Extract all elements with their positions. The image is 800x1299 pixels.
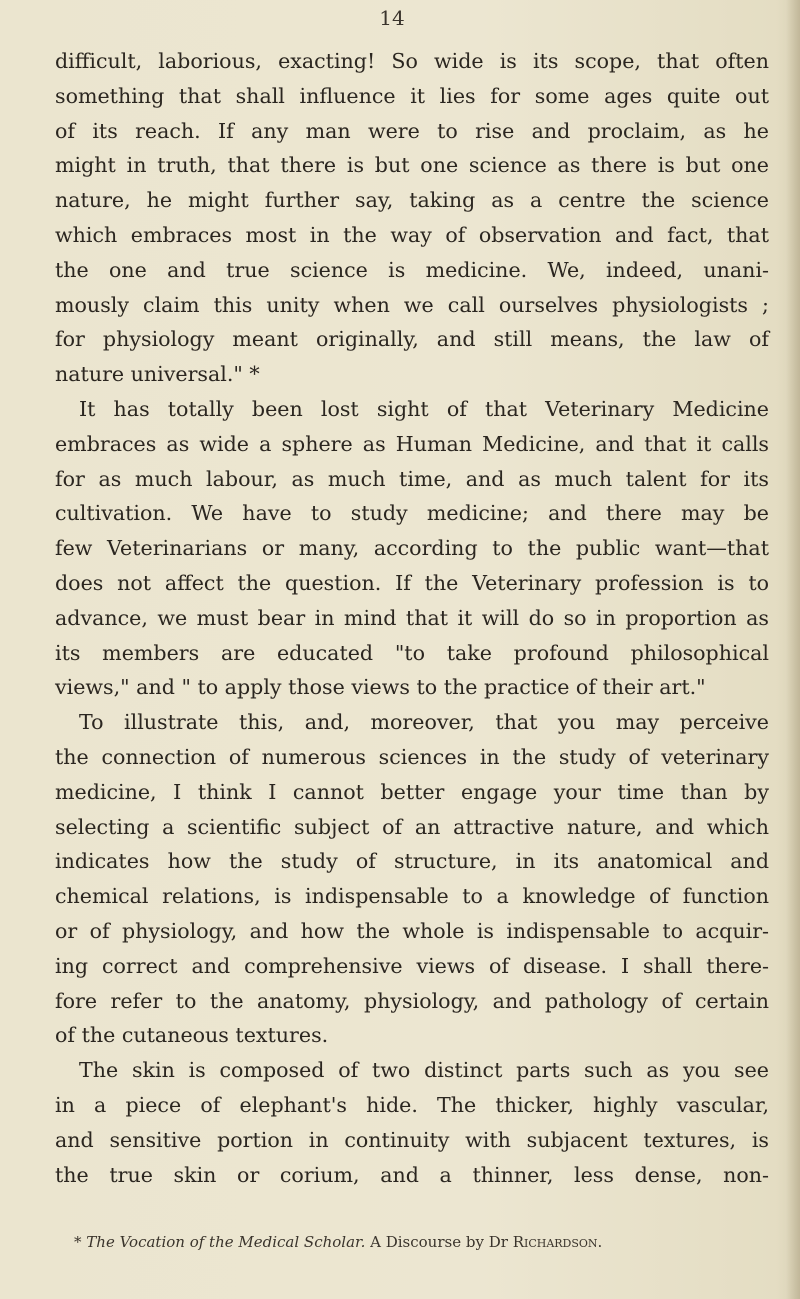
text-line: of the cutaneous textures. <box>55 1023 329 1048</box>
text-line: chemical relations, is indispensable to a knowledge of function <box>55 884 769 909</box>
text-line: the connection of numerous sciences in the study of veterinary <box>55 744 769 769</box>
text-line: medicine, I think I cannot better engage your time than by <box>55 779 769 804</box>
body-text <box>55 44 769 1192</box>
text-line: fore refer to the anatomy, physiology, and pathology of certain <box>55 988 769 1013</box>
text-line: mously claim this unity when we call ourselves physiologists ; <box>55 292 769 317</box>
page-number: 14 <box>379 6 405 30</box>
text-line: in a piece of elephant's hide. The thicker, highly vascular, <box>55 1092 769 1117</box>
text-line: does not affect the question. If the Veterinary profession is to <box>55 570 769 595</box>
text-line: ing correct and comprehensive views of disease. I shall there- <box>55 953 769 978</box>
text-line: something that shall influence it lies for some ages quite out <box>55 83 769 108</box>
text-line: and sensitive portion in continuity with subjacent textures, is <box>55 1127 769 1152</box>
footnote-text: A Discourse by Dr <box>370 1233 508 1251</box>
footnote-author: Richardson. <box>512 1233 603 1251</box>
text-line: views," and " to apply those views to the practice of their art." <box>55 675 706 700</box>
footnote-title: The Vocation of the Medical Scholar. <box>86 1233 366 1251</box>
text-line: few Veterinarians or many, according to the public want—that <box>55 536 769 561</box>
text-line: selecting a scientific subject of an attractive nature, and which <box>55 814 769 839</box>
text-line: might in truth, that there is but one science as there is but one <box>55 153 769 178</box>
text-line: advance, we must bear in mind that it will do so in proportion as <box>55 605 769 630</box>
text-line: embraces as wide a sphere as Human Medicine, and that it calls <box>55 431 769 456</box>
text-line: the true skin or corium, and a thinner, less dense, non- <box>55 1162 769 1187</box>
text-line: the one and true science is medicine. We, indeed, unani- <box>55 257 769 282</box>
page-edge-shadow <box>786 0 800 1299</box>
text-line: nature, he might further say, taking as a centre the science <box>55 188 769 213</box>
text-line: its members are educated "to take profound philosophical <box>55 640 769 665</box>
text-line: cultivation. We have to study medicine; and there may be <box>55 501 769 526</box>
text-line: nature universal." * <box>55 362 260 387</box>
paragraph-start-line: The skin is composed of two distinct parts such as you see <box>79 1058 769 1083</box>
text-line: which embraces most in the way of observation and fact, that <box>55 222 769 247</box>
text-line: for physiology meant originally, and still means, the law of <box>55 327 769 352</box>
paragraph-start-line: To illustrate this, and, moreover, that you may perceive <box>79 710 769 735</box>
text-line: or of physiology, and how the whole is indispensable to acquir- <box>55 918 769 943</box>
text-line: indicates how the study of structure, in its anatomical and <box>55 849 769 874</box>
footnote <box>74 1232 774 1252</box>
paragraph-start-line: It has totally been lost sight of that Veterinary Medicine <box>79 396 769 421</box>
text-line: for as much labour, as much time, and as much talent for its <box>55 466 769 491</box>
text-line: difficult, laborious, exacting! So wide is its scope, that often <box>55 49 769 73</box>
footnote-marker: * <box>74 1233 82 1251</box>
text-line: of its reach. If any man were to rise and proclaim, as he <box>55 118 769 143</box>
